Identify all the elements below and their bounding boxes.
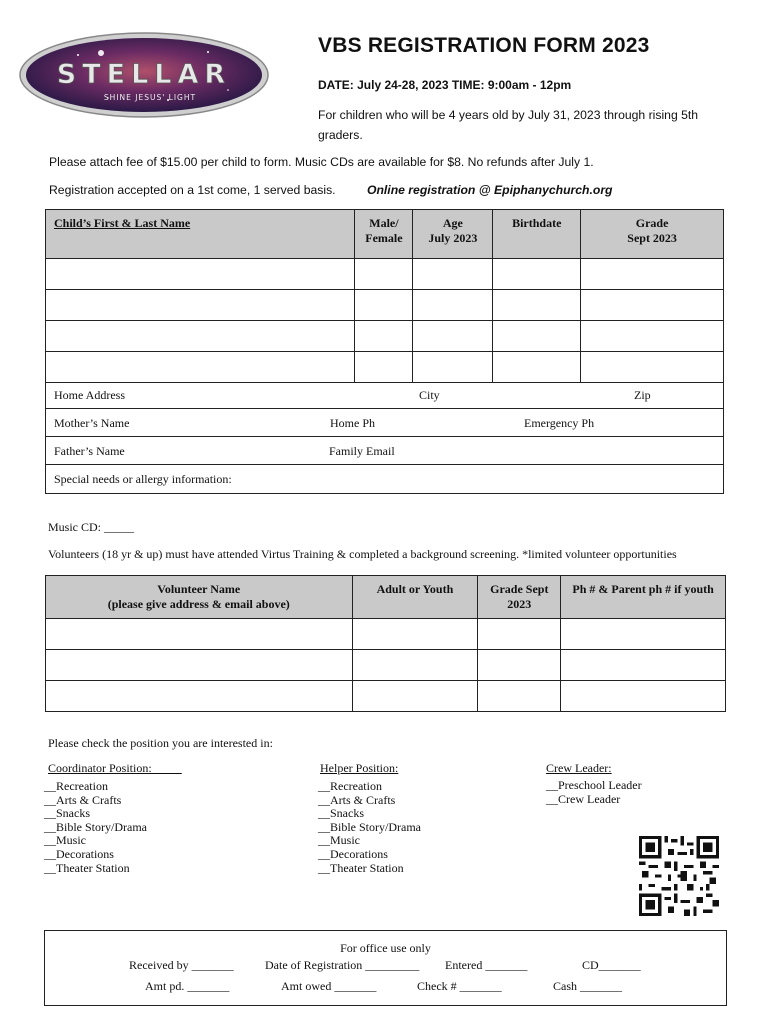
cd-field[interactable]: CD_______ [582, 958, 641, 972]
address-row[interactable] [45, 381, 724, 409]
helper-heading: Helper Position: [320, 761, 399, 775]
entered-field[interactable]: Entered _______ [445, 958, 528, 972]
logo-tagline: SHINE JESUS' LIGHT [103, 93, 197, 102]
age-cell[interactable] [413, 259, 493, 290]
coordinator-option[interactable]: __Bible Story/Drama [44, 819, 147, 834]
header-grade: Grade Sept 2023 [581, 210, 724, 259]
child-name-cell[interactable] [46, 290, 355, 321]
event-date-time: DATE: July 24-28, 2023 TIME: 9:00am - 12pm [318, 78, 572, 92]
helper-option[interactable]: __Arts & Crafts [318, 792, 396, 807]
age-cell[interactable] [413, 352, 493, 383]
helper-list [318, 780, 421, 875]
volunteer-row [46, 681, 726, 712]
volunteer-name-cell[interactable] [46, 650, 353, 681]
coordinator-heading: Coordinator Position:_____ [48, 761, 182, 775]
header-birthdate: Birthdate [493, 210, 581, 259]
helper-option[interactable]: __Snacks [318, 806, 364, 821]
crew-leader-heading: Crew Leader: [546, 761, 612, 775]
father-email-row[interactable] [45, 437, 724, 465]
gender-cell[interactable] [355, 259, 413, 290]
amount-owed-field[interactable]: Amt owed _______ [281, 979, 377, 993]
child-row [46, 321, 724, 352]
form-title: VBS REGISTRATION FORM 2023 [318, 34, 650, 57]
crew-leader-list [546, 779, 642, 806]
parents-phone-row[interactable] [45, 409, 724, 437]
child-table [45, 209, 724, 383]
volunteer-grade-cell[interactable] [478, 619, 561, 650]
zip-label: Zip [634, 388, 651, 402]
logo-wordmark: STELLAR [56, 59, 232, 90]
helper-option[interactable]: __Decorations [318, 846, 388, 861]
online-registration: Online registration @ Epiphanychurch.org [367, 183, 613, 197]
special-needs-row[interactable] [45, 465, 724, 494]
helper-option[interactable]: __Recreation [318, 779, 382, 793]
home-address-label: Home Address [54, 388, 125, 402]
amount-paid-field[interactable]: Amt pd. _______ [145, 979, 230, 993]
birthdate-cell[interactable] [493, 259, 581, 290]
office-title: For office use only [340, 941, 431, 955]
cash-field[interactable]: Cash _______ [553, 979, 622, 993]
registration-basis: Registration accepted on a 1st come, 1 served basis. [49, 183, 336, 197]
gender-cell[interactable] [355, 321, 413, 352]
special-needs-label: Special needs or allergy information: [54, 472, 232, 486]
child-row [46, 290, 724, 321]
phone-cell[interactable] [561, 650, 726, 681]
child-row [46, 352, 724, 383]
grade-cell[interactable] [581, 290, 724, 321]
position-heading: Please check the position you are interested in: [48, 736, 273, 750]
date-of-registration-field[interactable]: Date of Registration _________ [265, 958, 420, 972]
child-row [46, 259, 724, 290]
child-name-cell[interactable] [46, 321, 355, 352]
father-name-label: Father’s Name [54, 444, 125, 458]
mother-name-label: Mother’s Name [54, 416, 130, 430]
crew-option[interactable]: __Crew Leader [546, 791, 621, 806]
header-adult-youth: Adult or Youth [352, 576, 478, 619]
volunteer-name-cell[interactable] [46, 619, 353, 650]
child-table-header [46, 210, 724, 259]
adult-youth-cell[interactable] [352, 619, 478, 650]
volunteer-row [46, 619, 726, 650]
gender-cell[interactable] [355, 352, 413, 383]
volunteer-row [46, 650, 726, 681]
stellar-logo [18, 30, 270, 120]
qr-code-icon[interactable] [639, 836, 719, 916]
family-email-label: Family Email [329, 444, 395, 458]
age-cell[interactable] [413, 290, 493, 321]
header-volunteer-name: Volunteer Name (please give address & email above) [46, 576, 353, 619]
header-phone: Ph # & Parent ph # if youth [561, 576, 726, 619]
helper-option[interactable]: __Bible Story/Drama [318, 819, 421, 834]
gender-cell[interactable] [355, 290, 413, 321]
volunteer-name-cell[interactable] [46, 681, 353, 712]
music-cd-line: Music CD: _____ [48, 520, 135, 534]
coordinator-option[interactable]: __Recreation [44, 779, 108, 793]
coordinator-option[interactable]: __Music [44, 833, 86, 848]
child-name-cell[interactable] [46, 352, 355, 383]
home-phone-label: Home Ph [330, 416, 375, 430]
phone-cell[interactable] [561, 619, 726, 650]
emergency-phone-label: Emergency Ph [524, 416, 595, 430]
office-use-box [44, 930, 727, 1006]
adult-youth-cell[interactable] [352, 681, 478, 712]
header-child-name: Child’s First & Last Name [46, 210, 355, 259]
birthdate-cell[interactable] [493, 321, 581, 352]
birthdate-cell[interactable] [493, 290, 581, 321]
eligibility-text: For children who will be 4 years old by July 31, 2023 through rising 5th graders. [318, 108, 699, 142]
grade-cell[interactable] [581, 352, 724, 383]
adult-youth-cell[interactable] [352, 650, 478, 681]
volunteer-grade-cell[interactable] [478, 650, 561, 681]
volunteer-grade-cell[interactable] [478, 681, 561, 712]
coordinator-option[interactable]: __Theater Station [44, 860, 130, 875]
city-label: City [419, 388, 440, 402]
check-number-field[interactable]: Check # _______ [417, 979, 502, 993]
volunteer-table [45, 575, 726, 712]
coordinator-option[interactable]: __Snacks [44, 806, 90, 821]
birthdate-cell[interactable] [493, 352, 581, 383]
volunteer-requirement: Volunteers (18 yr & up) must have attended Virtus Training & completed a background screening. *limited volunteer opportunities [48, 547, 677, 561]
helper-option[interactable]: __Music [318, 833, 360, 848]
coordinator-option[interactable]: __Decorations [44, 846, 114, 861]
grade-cell[interactable] [581, 321, 724, 352]
helper-option[interactable]: __Theater Station [318, 860, 404, 875]
coordinator-list [44, 780, 147, 875]
header-volunteer-grade: Grade Sept 2023 [478, 576, 561, 619]
child-name-cell[interactable] [46, 259, 355, 290]
coordinator-option[interactable]: __Arts & Crafts [44, 792, 122, 807]
received-by-field[interactable]: Received by _______ [129, 958, 234, 972]
volunteer-table-header [46, 576, 726, 619]
header-gender: Male/ Female [355, 210, 413, 259]
fee-text: Please attach fee of $15.00 per child to form. Music CDs are available for $8. No refunds after July 1. [49, 155, 594, 169]
grade-cell[interactable] [581, 259, 724, 290]
crew-option[interactable]: __Preschool Leader [546, 778, 642, 792]
age-cell[interactable] [413, 321, 493, 352]
header-age: Age July 2023 [413, 210, 493, 259]
phone-cell[interactable] [561, 681, 726, 712]
